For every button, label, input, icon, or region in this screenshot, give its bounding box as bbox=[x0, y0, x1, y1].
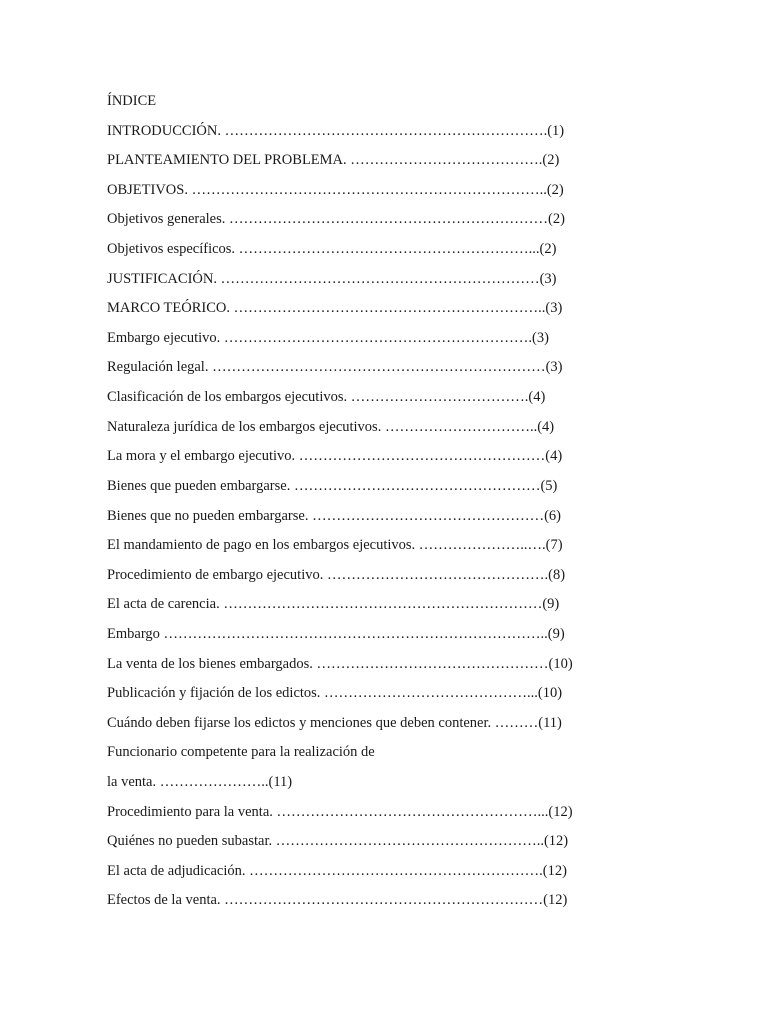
toc-entry-efectos-venta: Efectos de la venta. …………………………………………………………(12) bbox=[107, 892, 568, 908]
toc-entry-cuando-fijarse-edictos: Cuándo deben fijarse los edictos y menciones que deben contener. ………(11) bbox=[107, 715, 562, 731]
toc-entry-naturaleza-juridica: Naturaleza jurídica de los embargos ejecutivos. …………………………..(4) bbox=[107, 419, 555, 435]
toc-entry-regulacion-legal: Regulación legal. ……………………………………………………………(3) bbox=[107, 359, 563, 375]
toc-entry-marco-teorico: MARCO TEÓRICO. ………………………………………………………..(3) bbox=[107, 300, 563, 316]
toc-entry-acta-de-carencia: El acta de carencia. …………………………………………………………(9) bbox=[107, 596, 560, 612]
toc-entry-venta-bienes: La venta de los bienes embargados. …………………………………………(10) bbox=[107, 656, 573, 672]
index-heading: ÍNDICE bbox=[107, 93, 157, 109]
toc-entry-no-pueden-subastar: Quiénes no pueden subastar. ………………………………………………..(12) bbox=[107, 833, 569, 849]
toc-entry-funcionario-competente: Funcionario competente para la realización de bbox=[107, 744, 375, 760]
toc-entry-embargo: Embargo ……………………………………………………………………..(9) bbox=[107, 626, 565, 642]
toc-entry-mandamiento-de-pago: El mandamiento de pago en los embargos ejecutivos. …………………..….(7) bbox=[107, 537, 563, 553]
toc-entry-bienes-embargables: Bienes que pueden embargarse. ……………………………………………(5) bbox=[107, 478, 558, 494]
toc-entry-justificacion: JUSTIFICACIÓN. …………………………………………………………(3) bbox=[107, 271, 557, 287]
toc-entry-clasificacion: Clasificación de los embargos ejecutivos. ……………………………….(4) bbox=[107, 389, 546, 405]
toc-entry-acta-adjudicacion: El acta de adjudicación. …………………………………………………….(12) bbox=[107, 863, 567, 879]
toc-entry-bienes-no-embargables: Bienes que no pueden embargarse. …………………………………………(6) bbox=[107, 508, 561, 524]
toc-entry-introduccion: INTRODUCCIÓN. ………………………………………………………….(1) bbox=[107, 123, 565, 139]
toc-entry-embargo-ejecutivo: Embargo ejecutivo. ……………………………………………………….(3) bbox=[107, 330, 549, 346]
toc-entry-objetivos-generales: Objetivos generales. …………………………………………………………(2) bbox=[107, 211, 565, 227]
toc-entry-la-mora: La mora y el embargo ejecutivo. ……………………………………………(4) bbox=[107, 448, 563, 464]
toc-entry-publicacion-edictos: Publicación y fijación de los edictos. ……………………………………...(10) bbox=[107, 685, 563, 701]
toc-entry-planteamiento: PLANTEAMIENTO DEL PROBLEMA. ………………………………….(2) bbox=[107, 152, 560, 168]
toc-entry-procedimiento-embargo: Procedimiento de embargo ejecutivo. ……………………………………….(8) bbox=[107, 567, 566, 583]
toc-entry-funcionario-competente-cont: la venta. …………………..(11) bbox=[107, 774, 293, 790]
toc-entry-objetivos-especificos: Objetivos específicos. ……………………………………………………...(2) bbox=[107, 241, 557, 257]
toc-entry-procedimiento-venta: Procedimiento para la venta. ………………………………………………...(12) bbox=[107, 804, 573, 820]
toc-entry-objetivos: OBJETIVOS. ………………………………………………………………..(2) bbox=[107, 182, 564, 198]
